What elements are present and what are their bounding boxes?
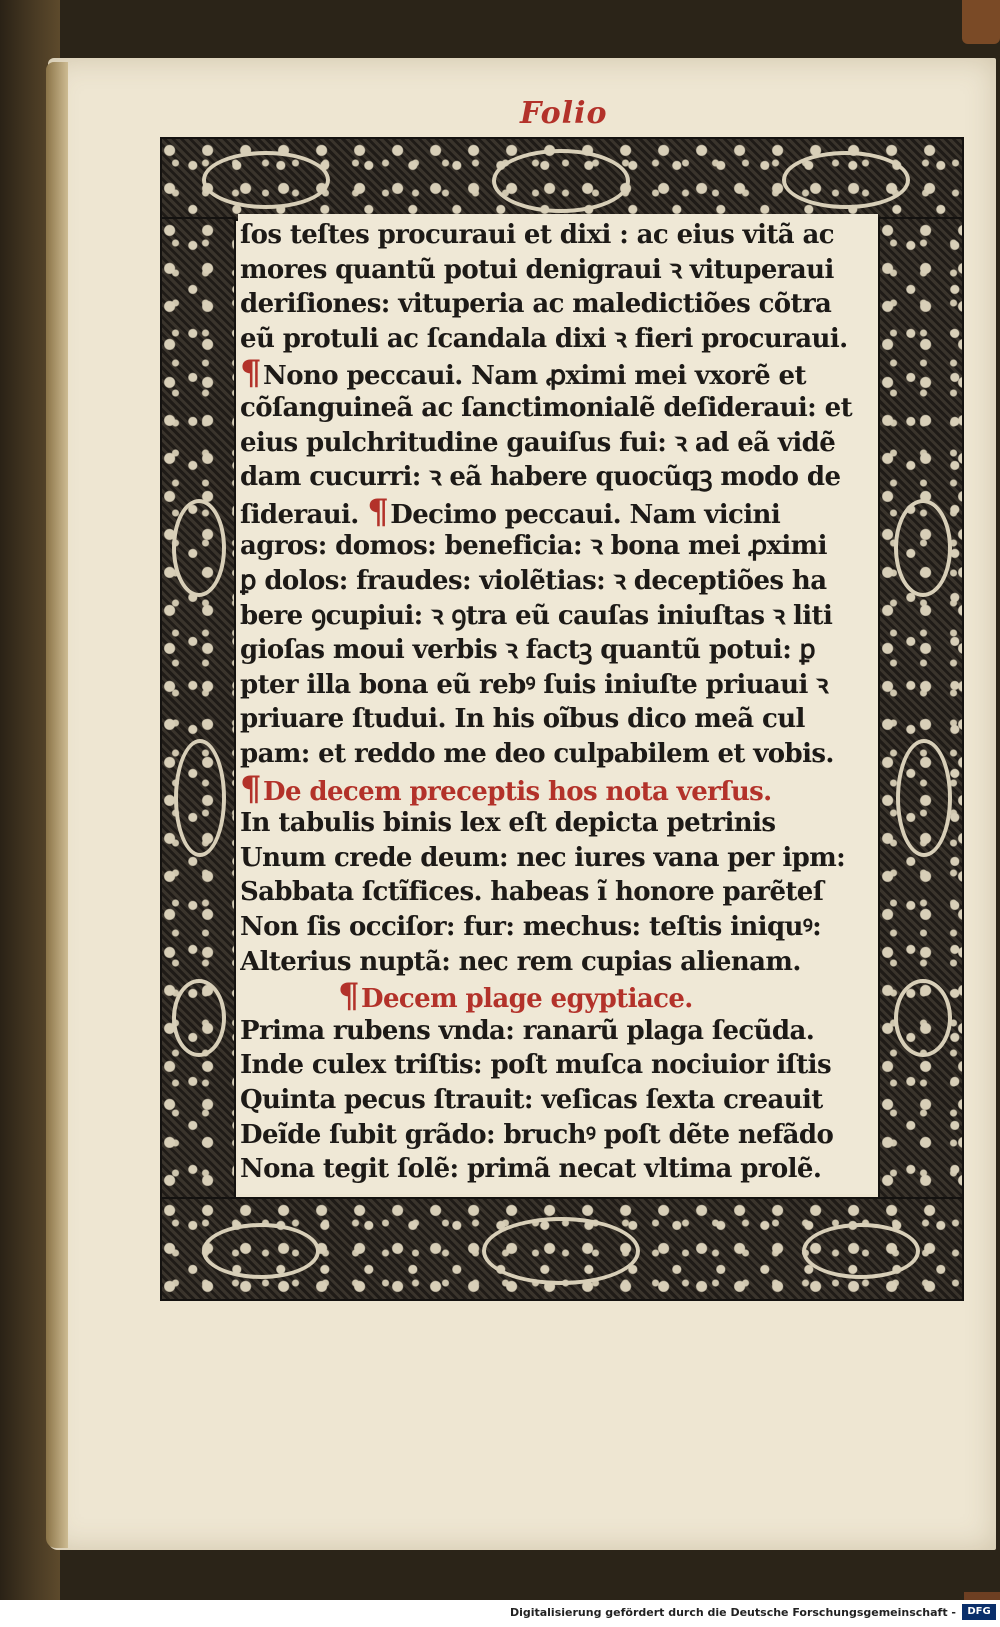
text-segment: De decem preceptis hos nota verſus. — [263, 776, 772, 806]
text-segment: agros: domos: beneficia: ꝛ bona mei ꝓximi — [240, 531, 827, 562]
paragraph-mark: ¶ — [240, 356, 262, 391]
text-line — [240, 668, 876, 702]
vase-ornament — [172, 499, 226, 597]
text-segment: eius pulchritudine gauiſus fui: ꝛ ad eã vidẽ — [240, 427, 836, 458]
vase-ornament — [202, 1223, 320, 1279]
text-line — [240, 875, 876, 909]
text-segment: Nono peccaui. Nam ꝓximi mei vxorẽ et — [263, 361, 806, 391]
book-tab-bottom — [964, 1592, 1000, 1600]
text-segment: dam cucurri: ꝛ eã habere quocũqꝫ modo de — [240, 462, 841, 493]
text-column — [238, 214, 878, 1194]
text-line — [240, 772, 876, 806]
vase-ornament — [802, 1223, 920, 1279]
text-line — [240, 356, 876, 390]
scroll-ornament — [202, 151, 330, 209]
text-line — [240, 737, 876, 771]
paragraph-mark: ¶ — [367, 494, 389, 529]
dfg-logo: DFG — [962, 1604, 996, 1620]
text-segment: Decimo peccaui. Nam vicini — [390, 499, 781, 529]
text-line — [240, 702, 876, 736]
text-segment: ꝑ dolos: fraudes: violẽtias: ꝛ deceptiões ha — [240, 566, 827, 596]
text-line — [240, 1083, 876, 1117]
text-segment: priuare ſtudui. In his oĩbus dico meã cul — [240, 704, 805, 735]
scroll-ornament — [782, 151, 910, 209]
text-line — [240, 391, 876, 425]
text-segment: In tabulis binis lex eſt depicta petrinis — [240, 808, 776, 839]
text-segment: Deĩde ſubit grãdo: bruchꝰ poſt dẽte nefãdo — [240, 1119, 834, 1150]
vase-ornament — [894, 499, 952, 597]
woodcut-border-bottom — [160, 1197, 964, 1301]
text-segment: deriſiones: vituperia ac maledictiões cõtra — [240, 289, 832, 320]
text-segment: Decem plage egyptiace. — [361, 984, 693, 1014]
text-segment: ſideraui. — [240, 499, 368, 529]
text-segment: Alterius nuptã: nec rem cupias alienam. — [240, 946, 801, 977]
woodcut-border-top — [160, 137, 964, 221]
text-segment: Nona tegit ſolẽ: primã necat vltima prolẽ. — [240, 1154, 822, 1185]
text-line — [240, 806, 876, 840]
text-segment: Non ſis occiſor: fur: mechus: teſtis iniquꝰ: — [240, 912, 822, 942]
text-line — [240, 1118, 876, 1152]
text-line — [240, 529, 876, 563]
text-line — [240, 495, 876, 529]
woodcut-border-left — [160, 217, 236, 1199]
text-segment: bere ꝯcupiui: ꝛ ꝯtra eũ cauſas iniuſtas ꝛ liti — [240, 600, 833, 631]
vase-ornament — [896, 739, 952, 857]
text-line — [240, 1014, 876, 1048]
text-line — [240, 910, 876, 944]
scroll-ornament — [492, 149, 630, 213]
text-segment: cõſanguineã ac ſanctimonialẽ deſideraui: et — [240, 393, 852, 423]
text-line — [240, 322, 876, 356]
text-segment: gioſas moui verbis ꝛ factꝫ quantũ potui: ꝑ — [240, 635, 816, 666]
text-line — [240, 633, 876, 667]
text-segment: Sabbata ſctĩfices. habeas ĩ honore parẽteſ — [240, 877, 824, 908]
paragraph-mark: ¶ — [338, 979, 360, 1014]
text-line — [240, 426, 876, 460]
text-segment: Quinta pecus ſtrauit: veſicas ſexta creauit — [240, 1085, 823, 1115]
text-segment: mores quantũ potui denigraui ꝛ vituperaui — [240, 254, 834, 285]
text-line — [240, 945, 876, 979]
text-line — [240, 287, 876, 321]
text-segment: pam: et reddo me deo culpabilem et vobis. — [240, 739, 834, 769]
page-gutter — [46, 62, 68, 1548]
text-line — [240, 1152, 876, 1186]
vase-ornament — [174, 739, 226, 857]
text-segment: pter illa bona eũ rebꝰ ſuis iniuſte priuaui ꝛ — [240, 669, 828, 700]
text-line — [240, 460, 876, 494]
text-line — [338, 979, 974, 1013]
book-tab-top — [962, 0, 1000, 44]
woodcut-border-right — [878, 217, 964, 1199]
grape-ornament — [172, 979, 226, 1057]
folio-heading: Folio — [520, 96, 608, 131]
text-segment: ſos teſtes procuraui et dixi : ac eius vitã ac — [240, 220, 834, 250]
text-line — [240, 1048, 876, 1082]
text-line — [240, 253, 876, 287]
text-segment: Unum crede deum: nec iures vana per ipm: — [240, 842, 846, 873]
text-line — [240, 218, 876, 252]
text-segment: Prima rubens vnda: ranarũ plaga ſecũda. — [240, 1015, 815, 1046]
text-segment: Inde culex triſtis: poſt muſca nociuior iſtis — [240, 1050, 831, 1081]
scroll-ornament — [482, 1217, 640, 1285]
text-line — [240, 599, 876, 633]
text-line — [240, 564, 876, 598]
digitization-credit: Digitalisierung gefördert durch die Deutsche Forschungsgemeinschaft - — [509, 1606, 956, 1619]
text-segment: eũ protuli ac ſcandala dixi ꝛ fieri procuraui. — [240, 323, 848, 354]
text-line — [240, 841, 876, 875]
footer-bar — [0, 1600, 1000, 1627]
paragraph-mark: ¶ — [240, 771, 262, 806]
